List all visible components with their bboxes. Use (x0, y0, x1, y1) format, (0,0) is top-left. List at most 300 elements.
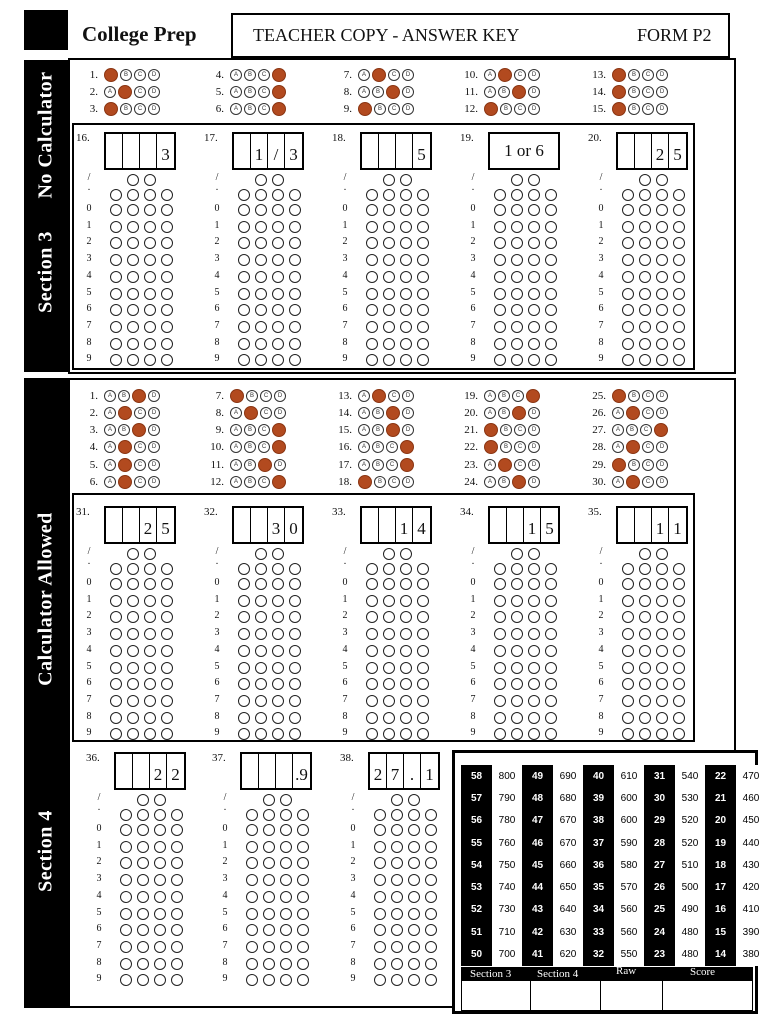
digit-bubble[interactable] (127, 678, 139, 690)
decimal-bubble[interactable] (171, 809, 183, 821)
digit-bubble[interactable] (297, 908, 309, 920)
slash-bubble[interactable] (255, 548, 267, 560)
digit-bubble[interactable] (400, 695, 412, 707)
digit-bubble[interactable] (366, 271, 378, 283)
digit-bubble[interactable] (289, 288, 301, 300)
digit-bubble[interactable] (272, 662, 284, 674)
decimal-bubble[interactable] (161, 563, 173, 575)
digit-bubble[interactable] (255, 678, 267, 690)
answer-bubble[interactable]: C (258, 103, 270, 115)
digit-bubble[interactable] (383, 204, 395, 216)
digit-bubble[interactable] (161, 221, 173, 233)
answer-bubble[interactable]: D (148, 459, 160, 471)
digit-bubble[interactable] (383, 578, 395, 590)
digit-bubble[interactable] (494, 271, 506, 283)
digit-bubble[interactable] (161, 271, 173, 283)
answer-bubble[interactable]: D (148, 407, 160, 419)
digit-bubble[interactable] (127, 304, 139, 316)
slash-bubble[interactable] (255, 174, 267, 186)
digit-bubble[interactable] (289, 237, 301, 249)
digit-bubble[interactable] (639, 595, 651, 607)
digit-bubble[interactable] (639, 628, 651, 640)
digit-bubble[interactable] (408, 974, 420, 986)
digit-bubble[interactable] (383, 678, 395, 690)
digit-bubble[interactable] (417, 338, 429, 350)
decimal-bubble[interactable] (154, 809, 166, 821)
digit-bubble[interactable] (408, 841, 420, 853)
digit-bubble[interactable] (366, 712, 378, 724)
digit-bubble[interactable] (425, 941, 437, 953)
digit-bubble[interactable] (639, 695, 651, 707)
digit-bubble[interactable] (246, 824, 258, 836)
digit-bubble[interactable] (366, 628, 378, 640)
digit-bubble[interactable] (263, 824, 275, 836)
answer-bubble[interactable]: C (388, 476, 400, 488)
digit-bubble[interactable] (494, 695, 506, 707)
answer-bubble-filled[interactable] (484, 102, 498, 116)
digit-bubble[interactable] (622, 288, 634, 300)
decimal-bubble[interactable] (656, 189, 668, 201)
digit-bubble[interactable] (144, 271, 156, 283)
digit-bubble[interactable] (238, 271, 250, 283)
digit-bubble[interactable] (127, 712, 139, 724)
slash-bubble[interactable] (144, 174, 156, 186)
digit-bubble[interactable] (408, 824, 420, 836)
digit-bubble[interactable] (425, 841, 437, 853)
digit-bubble[interactable] (272, 271, 284, 283)
digit-bubble[interactable] (127, 288, 139, 300)
answer-bubble-filled[interactable] (358, 475, 372, 489)
digit-bubble[interactable] (383, 338, 395, 350)
digit-bubble[interactable] (417, 578, 429, 590)
decimal-bubble[interactable] (622, 189, 634, 201)
digit-bubble[interactable] (272, 304, 284, 316)
digit-bubble[interactable] (673, 662, 685, 674)
digit-bubble[interactable] (408, 924, 420, 936)
digit-bubble[interactable] (272, 728, 284, 740)
digit-bubble[interactable] (238, 288, 250, 300)
answer-bubble[interactable]: C (388, 103, 400, 115)
slash-bubble[interactable] (656, 174, 668, 186)
digit-bubble[interactable] (255, 321, 267, 333)
digit-bubble[interactable] (511, 595, 523, 607)
answer-bubble[interactable]: B (500, 424, 512, 436)
digit-bubble[interactable] (144, 204, 156, 216)
decimal-bubble[interactable] (425, 809, 437, 821)
decimal-bubble[interactable] (127, 563, 139, 575)
digit-bubble[interactable] (400, 595, 412, 607)
answer-bubble[interactable]: C (258, 86, 270, 98)
digit-bubble[interactable] (144, 678, 156, 690)
digit-bubble[interactable] (511, 578, 523, 590)
digit-bubble[interactable] (297, 974, 309, 986)
digit-bubble[interactable] (171, 841, 183, 853)
digit-bubble[interactable] (622, 271, 634, 283)
digit-bubble[interactable] (246, 908, 258, 920)
answer-bubble[interactable]: D (402, 476, 414, 488)
digit-bubble[interactable] (238, 695, 250, 707)
digit-bubble[interactable] (110, 237, 122, 249)
answer-bubble[interactable]: C (514, 69, 526, 81)
digit-bubble[interactable] (263, 974, 275, 986)
answer-bubble[interactable]: C (642, 103, 654, 115)
digit-bubble[interactable] (238, 204, 250, 216)
digit-bubble[interactable] (494, 578, 506, 590)
digit-bubble[interactable] (545, 204, 557, 216)
digit-bubble[interactable] (545, 338, 557, 350)
digit-bubble[interactable] (673, 712, 685, 724)
digit-bubble[interactable] (400, 338, 412, 350)
digit-bubble[interactable] (161, 204, 173, 216)
digit-bubble[interactable] (656, 221, 668, 233)
digit-bubble[interactable] (238, 712, 250, 724)
digit-bubble[interactable] (144, 304, 156, 316)
answer-bubble-filled[interactable] (118, 458, 132, 472)
digit-bubble[interactable] (144, 254, 156, 266)
digit-bubble[interactable] (238, 628, 250, 640)
digit-bubble[interactable] (494, 728, 506, 740)
answer-bubble[interactable]: B (628, 390, 640, 402)
decimal-bubble[interactable] (238, 563, 250, 575)
answer-bubble[interactable]: A (358, 441, 370, 453)
digit-bubble[interactable] (161, 595, 173, 607)
digit-bubble[interactable] (238, 611, 250, 623)
digit-bubble[interactable] (494, 628, 506, 640)
digit-bubble[interactable] (391, 857, 403, 869)
answer-bubble[interactable]: A (104, 424, 116, 436)
digit-bubble[interactable] (255, 271, 267, 283)
digit-bubble[interactable] (622, 321, 634, 333)
decimal-bubble[interactable] (511, 189, 523, 201)
slash-bubble[interactable] (391, 794, 403, 806)
digit-bubble[interactable] (417, 728, 429, 740)
decimal-bubble[interactable] (144, 563, 156, 575)
digit-bubble[interactable] (272, 288, 284, 300)
digit-bubble[interactable] (238, 254, 250, 266)
digit-bubble[interactable] (272, 321, 284, 333)
slash-bubble[interactable] (400, 174, 412, 186)
digit-bubble[interactable] (408, 908, 420, 920)
digit-bubble[interactable] (622, 204, 634, 216)
digit-bubble[interactable] (391, 874, 403, 886)
digit-bubble[interactable] (639, 712, 651, 724)
digit-bubble[interactable] (171, 941, 183, 953)
answer-bubble-filled[interactable] (612, 389, 626, 403)
answer-bubble[interactable]: D (148, 86, 160, 98)
digit-bubble[interactable] (400, 662, 412, 674)
answer-bubble[interactable]: C (258, 476, 270, 488)
digit-bubble[interactable] (656, 678, 668, 690)
digit-bubble[interactable] (120, 974, 132, 986)
digit-bubble[interactable] (289, 271, 301, 283)
answer-bubble[interactable]: A (230, 424, 242, 436)
digit-bubble[interactable] (289, 628, 301, 640)
digit-bubble[interactable] (255, 254, 267, 266)
digit-bubble[interactable] (161, 728, 173, 740)
digit-bubble[interactable] (289, 338, 301, 350)
digit-bubble[interactable] (110, 728, 122, 740)
digit-bubble[interactable] (255, 695, 267, 707)
digit-bubble[interactable] (246, 974, 258, 986)
digit-bubble[interactable] (391, 908, 403, 920)
digit-bubble[interactable] (297, 958, 309, 970)
digit-bubble[interactable] (494, 254, 506, 266)
decimal-bubble[interactable] (656, 563, 668, 575)
digit-bubble[interactable] (494, 288, 506, 300)
slash-bubble[interactable] (280, 794, 292, 806)
digit-bubble[interactable] (154, 841, 166, 853)
digit-bubble[interactable] (374, 958, 386, 970)
digit-bubble[interactable] (639, 578, 651, 590)
answer-bubble[interactable]: D (656, 86, 668, 98)
answer-bubble-filled[interactable] (612, 102, 626, 116)
answer-bubble[interactable]: C (642, 390, 654, 402)
digit-bubble[interactable] (120, 824, 132, 836)
digit-bubble[interactable] (120, 924, 132, 936)
digit-bubble[interactable] (144, 354, 156, 366)
digit-bubble[interactable] (161, 321, 173, 333)
decimal-bubble[interactable] (255, 189, 267, 201)
answer-bubble[interactable]: D (402, 424, 414, 436)
digit-bubble[interactable] (272, 595, 284, 607)
digit-bubble[interactable] (289, 645, 301, 657)
digit-bubble[interactable] (417, 221, 429, 233)
answer-bubble[interactable]: C (134, 69, 146, 81)
digit-bubble[interactable] (545, 254, 557, 266)
digit-bubble[interactable] (272, 628, 284, 640)
digit-bubble[interactable] (400, 578, 412, 590)
digit-bubble[interactable] (622, 611, 634, 623)
answer-bubble[interactable]: A (612, 407, 624, 419)
answer-bubble[interactable]: C (134, 476, 146, 488)
digit-bubble[interactable] (255, 338, 267, 350)
digit-bubble[interactable] (144, 237, 156, 249)
decimal-bubble[interactable] (272, 189, 284, 201)
digit-bubble[interactable] (144, 595, 156, 607)
answer-bubble-filled[interactable] (498, 68, 512, 82)
answer-bubble-filled[interactable] (512, 85, 526, 99)
answer-bubble[interactable]: C (386, 441, 398, 453)
digit-bubble[interactable] (120, 891, 132, 903)
answer-bubble[interactable]: B (372, 459, 384, 471)
answer-bubble[interactable]: A (230, 407, 242, 419)
digit-bubble[interactable] (246, 857, 258, 869)
answer-bubble[interactable]: C (640, 424, 652, 436)
answer-bubble-filled[interactable] (244, 406, 258, 420)
digit-bubble[interactable] (366, 304, 378, 316)
digit-bubble[interactable] (246, 924, 258, 936)
digit-bubble[interactable] (171, 824, 183, 836)
digit-bubble[interactable] (528, 728, 540, 740)
digit-bubble[interactable] (417, 678, 429, 690)
digit-bubble[interactable] (511, 304, 523, 316)
digit-bubble[interactable] (417, 645, 429, 657)
digit-bubble[interactable] (622, 645, 634, 657)
digit-bubble[interactable] (511, 204, 523, 216)
digit-bubble[interactable] (383, 354, 395, 366)
answer-bubble[interactable]: A (612, 476, 624, 488)
digit-bubble[interactable] (238, 728, 250, 740)
digit-bubble[interactable] (528, 645, 540, 657)
answer-bubble[interactable]: D (656, 407, 668, 419)
digit-bubble[interactable] (110, 595, 122, 607)
slash-bubble[interactable] (400, 548, 412, 560)
digit-bubble[interactable] (417, 271, 429, 283)
digit-bubble[interactable] (528, 611, 540, 623)
digit-bubble[interactable] (120, 941, 132, 953)
digit-bubble[interactable] (494, 678, 506, 690)
digit-bubble[interactable] (545, 595, 557, 607)
decimal-bubble[interactable] (289, 563, 301, 575)
slash-bubble[interactable] (383, 174, 395, 186)
answer-bubble[interactable]: C (258, 441, 270, 453)
answer-bubble[interactable]: B (244, 459, 256, 471)
digit-bubble[interactable] (110, 338, 122, 350)
digit-bubble[interactable] (110, 695, 122, 707)
digit-bubble[interactable] (383, 271, 395, 283)
digit-bubble[interactable] (528, 254, 540, 266)
answer-bubble[interactable]: A (484, 476, 496, 488)
decimal-bubble[interactable] (374, 809, 386, 821)
digit-bubble[interactable] (511, 271, 523, 283)
digit-bubble[interactable] (110, 204, 122, 216)
answer-bubble-filled[interactable] (272, 68, 286, 82)
digit-bubble[interactable] (656, 628, 668, 640)
digit-bubble[interactable] (545, 354, 557, 366)
digit-bubble[interactable] (272, 254, 284, 266)
digit-bubble[interactable] (639, 662, 651, 674)
digit-bubble[interactable] (289, 221, 301, 233)
digit-bubble[interactable] (127, 695, 139, 707)
digit-bubble[interactable] (656, 645, 668, 657)
answer-bubble-filled[interactable] (400, 458, 414, 472)
answer-bubble[interactable]: B (628, 86, 640, 98)
answer-bubble[interactable]: C (514, 459, 526, 471)
digit-bubble[interactable] (425, 974, 437, 986)
digit-bubble[interactable] (255, 712, 267, 724)
digit-bubble[interactable] (417, 254, 429, 266)
decimal-bubble[interactable] (545, 563, 557, 575)
decimal-bubble[interactable] (246, 809, 258, 821)
digit-bubble[interactable] (238, 595, 250, 607)
answer-bubble-filled[interactable] (512, 475, 526, 489)
digit-bubble[interactable] (545, 304, 557, 316)
digit-bubble[interactable] (545, 645, 557, 657)
digit-bubble[interactable] (374, 974, 386, 986)
slash-bubble[interactable] (154, 794, 166, 806)
digit-bubble[interactable] (297, 924, 309, 936)
slash-bubble[interactable] (639, 548, 651, 560)
answer-bubble-filled[interactable] (498, 458, 512, 472)
digit-bubble[interactable] (255, 595, 267, 607)
digit-bubble[interactable] (639, 611, 651, 623)
answer-bubble[interactable]: D (402, 390, 414, 402)
answer-bubble[interactable]: A (230, 441, 242, 453)
digit-bubble[interactable] (171, 908, 183, 920)
digit-bubble[interactable] (110, 288, 122, 300)
decimal-bubble[interactable] (391, 809, 403, 821)
decimal-bubble[interactable] (137, 809, 149, 821)
answer-bubble-filled[interactable] (654, 423, 668, 437)
digit-bubble[interactable] (280, 908, 292, 920)
digit-bubble[interactable] (263, 908, 275, 920)
answer-bubble[interactable]: A (358, 459, 370, 471)
digit-bubble[interactable] (366, 662, 378, 674)
digit-bubble[interactable] (120, 841, 132, 853)
digit-bubble[interactable] (137, 857, 149, 869)
digit-bubble[interactable] (425, 958, 437, 970)
digit-bubble[interactable] (144, 338, 156, 350)
digit-bubble[interactable] (391, 941, 403, 953)
answer-bubble[interactable]: D (656, 459, 668, 471)
decimal-bubble[interactable] (494, 563, 506, 575)
answer-bubble-filled[interactable] (118, 85, 132, 99)
digit-bubble[interactable] (255, 237, 267, 249)
answer-bubble[interactable]: A (612, 424, 624, 436)
digit-bubble[interactable] (120, 874, 132, 886)
digit-bubble[interactable] (110, 254, 122, 266)
slash-bubble[interactable] (127, 548, 139, 560)
digit-bubble[interactable] (408, 941, 420, 953)
digit-bubble[interactable] (127, 204, 139, 216)
digit-bubble[interactable] (127, 321, 139, 333)
digit-bubble[interactable] (383, 221, 395, 233)
digit-bubble[interactable] (383, 712, 395, 724)
answer-bubble[interactable]: C (260, 407, 272, 419)
digit-bubble[interactable] (511, 254, 523, 266)
digit-bubble[interactable] (255, 645, 267, 657)
digit-bubble[interactable] (120, 908, 132, 920)
answer-bubble[interactable]: C (260, 390, 272, 402)
digit-bubble[interactable] (161, 237, 173, 249)
digit-bubble[interactable] (383, 321, 395, 333)
digit-bubble[interactable] (110, 221, 122, 233)
answer-bubble[interactable]: C (514, 424, 526, 436)
digit-bubble[interactable] (511, 695, 523, 707)
digit-bubble[interactable] (374, 841, 386, 853)
digit-bubble[interactable] (272, 645, 284, 657)
answer-bubble[interactable]: C (514, 441, 526, 453)
digit-bubble[interactable] (417, 237, 429, 249)
answer-bubble[interactable]: C (134, 103, 146, 115)
decimal-bubble[interactable] (366, 563, 378, 575)
answer-bubble[interactable]: A (358, 390, 370, 402)
answer-bubble[interactable]: B (244, 103, 256, 115)
slash-bubble[interactable] (511, 174, 523, 186)
decimal-bubble[interactable] (639, 189, 651, 201)
digit-bubble[interactable] (400, 304, 412, 316)
answer-bubble[interactable]: B (372, 86, 384, 98)
answer-bubble-filled[interactable] (272, 440, 286, 454)
digit-bubble[interactable] (383, 628, 395, 640)
digit-bubble[interactable] (110, 304, 122, 316)
digit-bubble[interactable] (161, 662, 173, 674)
digit-bubble[interactable] (417, 288, 429, 300)
digit-bubble[interactable] (161, 695, 173, 707)
digit-bubble[interactable] (272, 678, 284, 690)
digit-bubble[interactable] (400, 611, 412, 623)
digit-bubble[interactable] (127, 662, 139, 674)
digit-bubble[interactable] (238, 578, 250, 590)
digit-bubble[interactable] (622, 354, 634, 366)
answer-bubble[interactable]: A (104, 86, 116, 98)
digit-bubble[interactable] (246, 941, 258, 953)
digit-bubble[interactable] (391, 891, 403, 903)
digit-bubble[interactable] (528, 338, 540, 350)
decimal-bubble[interactable] (528, 189, 540, 201)
answer-bubble-filled[interactable] (258, 458, 272, 472)
answer-bubble[interactable]: D (656, 390, 668, 402)
